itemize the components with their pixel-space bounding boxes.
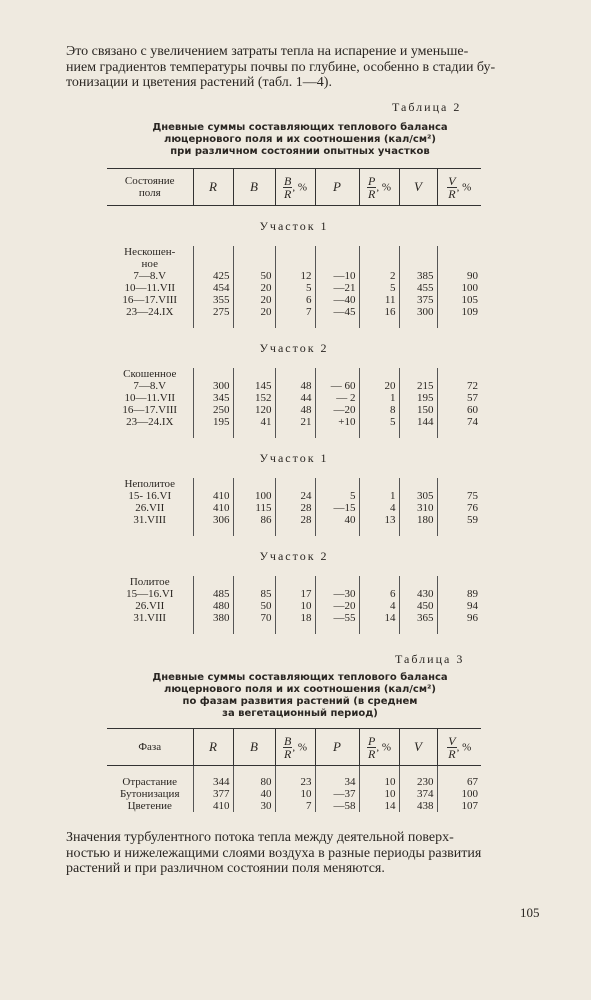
col-header-BR: $\frac{B}{R}$ , %: [275, 729, 315, 766]
table-cell: —21: [315, 282, 359, 294]
table-cell: 410: [193, 502, 233, 514]
group-label: Неполитое: [124, 478, 176, 490]
table-cell: 410: [193, 800, 233, 812]
table-cell: 90: [437, 270, 481, 282]
section-header-row: [107, 438, 481, 478]
spacer-row: [107, 526, 481, 536]
table-cell: 14: [359, 800, 399, 812]
table-cell: 94: [437, 600, 481, 612]
table-cell: 10: [275, 788, 315, 800]
table-cell: [315, 624, 359, 634]
table-cell: [359, 318, 399, 328]
table-cell: 59: [437, 514, 481, 526]
table-cell: —45: [315, 306, 359, 318]
table-cell: Цветение: [127, 800, 172, 812]
table3-header-row: [107, 729, 481, 766]
table-cell: 150: [399, 404, 437, 416]
table3-caption: Таблица 3: [395, 652, 465, 666]
table-cell: 20: [233, 294, 275, 306]
page-number: 105: [520, 905, 540, 920]
table-cell: [193, 246, 233, 258]
table-cell: [233, 318, 275, 328]
table-cell: 250: [193, 404, 233, 416]
table-cell: 31.VIII: [133, 514, 167, 526]
table-cell: [193, 766, 233, 777]
table-cell: [399, 428, 437, 438]
table-cell: [437, 428, 481, 438]
table-cell: 48: [275, 404, 315, 416]
spacer-row: [107, 766, 481, 777]
group-label: ное: [141, 258, 158, 270]
col-header-PR: $\frac{P}{R}$ , %: [359, 169, 399, 206]
title-line: Дневные суммы составляющих теплового баланса: [152, 122, 448, 133]
table-cell: 30: [233, 800, 275, 812]
table-cell: 20: [233, 306, 275, 318]
table-cell: 7: [275, 800, 315, 812]
table-cell: 275: [193, 306, 233, 318]
table-cell: [275, 246, 315, 258]
table-cell: 26.VII: [135, 600, 165, 612]
table-cell: 215: [399, 380, 437, 392]
col-header-V: V: [399, 729, 437, 766]
table-cell: 100: [437, 282, 481, 294]
table-cell: 6: [275, 294, 315, 306]
table-cell: [193, 624, 233, 634]
table-cell: [359, 246, 399, 258]
table-cell: [315, 526, 359, 536]
group-label-row: [107, 258, 481, 270]
table-cell: 377: [193, 788, 233, 800]
table-cell: 74: [437, 416, 481, 428]
table-cell: [315, 766, 359, 777]
table-cell: [233, 624, 275, 634]
table-cell: 60: [437, 404, 481, 416]
table-cell: [399, 368, 437, 380]
table-cell: [193, 526, 233, 536]
table-cell: 48: [275, 380, 315, 392]
table-cell: [399, 624, 437, 634]
table-cell: [193, 368, 233, 380]
table-cell: 28: [275, 514, 315, 526]
table-cell: 80: [233, 776, 275, 788]
col-header-V: V: [399, 169, 437, 206]
table-cell: 344: [193, 776, 233, 788]
table-cell: [193, 258, 233, 270]
table-cell: [359, 478, 399, 490]
table-cell: 6: [359, 588, 399, 600]
table-cell: 23: [275, 776, 315, 788]
table-cell: [399, 576, 437, 588]
table-cell: — 2: [315, 392, 359, 404]
table-cell: [193, 318, 233, 328]
table-cell: Бутонизация: [119, 788, 180, 800]
table-cell: [437, 246, 481, 258]
table-cell: 21: [275, 416, 315, 428]
table-cell: 120: [233, 404, 275, 416]
col-header-VR: $\frac{V}{R}$ , %: [437, 169, 481, 206]
table-cell: 1: [359, 490, 399, 502]
table-cell: [275, 318, 315, 328]
table-cell: 16—17.VIII: [122, 294, 178, 306]
table-cell: 355: [193, 294, 233, 306]
title-line: люцернового поля и их соотношения (кал/см²): [164, 134, 436, 145]
table-cell: [275, 428, 315, 438]
text-line: Значения турбулентного потока тепла между деятельной поверх-: [66, 830, 454, 845]
table-cell: 300: [399, 306, 437, 318]
table-cell: [107, 526, 193, 536]
table-row: [107, 502, 481, 514]
table-cell: — 60: [315, 380, 359, 392]
table-cell: 7—8.V: [133, 270, 167, 282]
table-cell: 100: [233, 490, 275, 502]
group-label: Скошенное: [123, 368, 177, 380]
table-cell: [107, 318, 193, 328]
table-cell: 365: [399, 612, 437, 624]
table-cell: 31.VIII: [133, 612, 167, 624]
table-cell: 480: [193, 600, 233, 612]
table-cell: [275, 624, 315, 634]
table-cell: [359, 766, 399, 777]
table-cell: —15: [315, 502, 359, 514]
table-cell: 50: [233, 600, 275, 612]
table-cell: 10: [359, 776, 399, 788]
table3-body: [107, 766, 481, 813]
table-cell: 230: [399, 776, 437, 788]
table-cell: [233, 428, 275, 438]
table-cell: [437, 478, 481, 490]
table-cell: 430: [399, 588, 437, 600]
table-cell: [315, 428, 359, 438]
table-row: [107, 490, 481, 502]
table-cell: 14: [359, 612, 399, 624]
spacer-row: [107, 624, 481, 634]
table-cell: 17: [275, 588, 315, 600]
table-cell: 26.VII: [135, 502, 165, 514]
table-cell: [437, 318, 481, 328]
text-line: Это связано с увеличением затраты тепла на испарение и уменьше-: [66, 44, 469, 59]
table-cell: 100: [437, 788, 481, 800]
col-header-R: R: [193, 169, 233, 206]
table-cell: 2: [359, 270, 399, 282]
table-cell: 7—8.V: [133, 380, 167, 392]
section-title: Участок 1: [259, 219, 329, 233]
table-cell: [233, 246, 275, 258]
table-cell: —20: [315, 600, 359, 612]
table-cell: 72: [437, 380, 481, 392]
table-cell: 374: [399, 788, 437, 800]
table-cell: [193, 478, 233, 490]
group-label-row: [107, 368, 481, 380]
table-cell: [359, 576, 399, 588]
table-cell: 310: [399, 502, 437, 514]
table-cell: 5: [359, 282, 399, 294]
table-cell: [233, 766, 275, 777]
section-title: Участок 2: [259, 549, 329, 563]
table-cell: [399, 478, 437, 490]
table2-caption: Таблица 2: [392, 100, 462, 114]
table-cell: 10: [359, 788, 399, 800]
text-line: нием градиентов температуры почвы по глубине, особенно в стадии бу-: [66, 59, 496, 75]
table3-title: [100, 672, 500, 720]
table-cell: 410: [193, 490, 233, 502]
table-cell: [437, 766, 481, 777]
table-cell: 380: [193, 612, 233, 624]
table-cell: 10—11.VII: [124, 282, 176, 294]
table-cell: [437, 526, 481, 536]
table2-title: [100, 122, 500, 158]
table-cell: 11: [359, 294, 399, 306]
title-line: Дневные суммы составляющих теплового баланса: [152, 672, 448, 683]
table-row: [107, 294, 481, 306]
table-cell: 425: [193, 270, 233, 282]
table-cell: 12: [275, 270, 315, 282]
group-label-row: [107, 478, 481, 490]
table-cell: 345: [193, 392, 233, 404]
table-cell: —37: [315, 788, 359, 800]
table-cell: 85: [233, 588, 275, 600]
table-cell: 28: [275, 502, 315, 514]
col-header-P: P: [315, 729, 359, 766]
table-cell: [399, 526, 437, 536]
table-cell: 50: [233, 270, 275, 282]
table-row: [107, 776, 481, 788]
col-header-VR: $\frac{V}{R}$ , %: [437, 729, 481, 766]
table-cell: 41: [233, 416, 275, 428]
table-cell: 105: [437, 294, 481, 306]
table-row: [107, 282, 481, 294]
table-cell: 4: [359, 600, 399, 612]
table-cell: —20: [315, 404, 359, 416]
table-cell: 20: [233, 282, 275, 294]
table-cell: 23—24.IX: [126, 306, 174, 318]
table-cell: 24: [275, 490, 315, 502]
table2-body: [107, 206, 481, 635]
col-header-BR: $\frac{B}{R}$ , %: [275, 169, 315, 206]
table-cell: 438: [399, 800, 437, 812]
table-cell: 89: [437, 588, 481, 600]
table-row: [107, 270, 481, 282]
table-row: [107, 404, 481, 416]
section-header-row: [107, 206, 481, 247]
title-line: по фазам развития растений (в среднем: [182, 696, 418, 707]
table-cell: 75: [437, 490, 481, 502]
table-cell: 34: [315, 776, 359, 788]
table-cell: 455: [399, 282, 437, 294]
table-cell: —10: [315, 270, 359, 282]
table3: [107, 728, 481, 812]
table-cell: [359, 526, 399, 536]
table-cell: 145: [233, 380, 275, 392]
table-cell: [275, 526, 315, 536]
table-cell: 1: [359, 392, 399, 404]
table-cell: [399, 246, 437, 258]
table-cell: 16: [359, 306, 399, 318]
table-cell: 10—11.VII: [124, 392, 176, 404]
table-cell: 485: [193, 588, 233, 600]
table-cell: 15- 16.VI: [128, 490, 172, 502]
table-cell: —30: [315, 588, 359, 600]
table-row: [107, 588, 481, 600]
table-cell: 385: [399, 270, 437, 282]
col-header-B: B: [233, 169, 275, 206]
table-cell: 5: [315, 490, 359, 502]
table-cell: 195: [193, 416, 233, 428]
table-cell: [275, 368, 315, 380]
spacer-row: [107, 428, 481, 438]
table-cell: [193, 428, 233, 438]
col-header-P: P: [315, 169, 359, 206]
table-row: [107, 392, 481, 404]
table-cell: 15—16.VI: [126, 588, 174, 600]
table-cell: 13: [359, 514, 399, 526]
spacer-row: [107, 318, 481, 328]
col-header-R: R: [193, 729, 233, 766]
table-cell: [275, 478, 315, 490]
table-cell: 40: [233, 788, 275, 800]
table-cell: [315, 368, 359, 380]
table-row: [107, 380, 481, 392]
section-title: Участок 1: [259, 451, 329, 465]
section-header-row: [107, 536, 481, 576]
table-row: [107, 800, 481, 812]
table-row: [107, 612, 481, 624]
table-cell: [275, 576, 315, 588]
table-cell: [315, 478, 359, 490]
table2-header-row: [107, 169, 481, 206]
col-header-state: Состояние поля: [107, 169, 193, 206]
table-cell: 7: [275, 306, 315, 318]
title-line: за вегетационный период): [222, 708, 378, 719]
intro-paragraph: [66, 44, 532, 91]
closing-paragraph: [66, 830, 532, 877]
table-cell: 57: [437, 392, 481, 404]
table-cell: 86: [233, 514, 275, 526]
table-cell: 195: [399, 392, 437, 404]
table-cell: 109: [437, 306, 481, 318]
table-cell: [233, 576, 275, 588]
table-cell: 107: [437, 800, 481, 812]
table-cell: 20: [359, 380, 399, 392]
table-cell: +10: [315, 416, 359, 428]
table-cell: 450: [399, 600, 437, 612]
table-cell: [107, 428, 193, 438]
table-cell: [359, 624, 399, 634]
table-cell: 306: [193, 514, 233, 526]
table-cell: [193, 576, 233, 588]
col-header-PR: $\frac{P}{R}$ , %: [359, 729, 399, 766]
table-cell: —58: [315, 800, 359, 812]
table-cell: [275, 766, 315, 777]
table-cell: [233, 526, 275, 536]
table-cell: 115: [233, 502, 275, 514]
table-cell: [359, 428, 399, 438]
table-row: [107, 416, 481, 428]
table-cell: [437, 368, 481, 380]
table-cell: [275, 258, 315, 270]
table-cell: 454: [193, 282, 233, 294]
table-cell: —55: [315, 612, 359, 624]
col-header-phase: Фаза: [107, 729, 193, 766]
table-cell: 305: [399, 490, 437, 502]
section-title: Участок 2: [259, 341, 329, 355]
table-cell: [107, 624, 193, 634]
table-cell: 152: [233, 392, 275, 404]
table-cell: 8: [359, 404, 399, 416]
table-cell: [399, 766, 437, 777]
table-cell: 10: [275, 600, 315, 612]
text-line: тонизации и цветения растений (табл. 1—4).: [66, 75, 332, 90]
table-cell: —40: [315, 294, 359, 306]
table2: [107, 168, 481, 634]
table-cell: [399, 318, 437, 328]
table-cell: Отрастание: [122, 776, 178, 788]
table-cell: 144: [399, 416, 437, 428]
table-cell: 18: [275, 612, 315, 624]
group-label-row: [107, 246, 481, 258]
table-cell: 300: [193, 380, 233, 392]
table-row: [107, 788, 481, 800]
table-cell: 180: [399, 514, 437, 526]
table-cell: 5: [359, 416, 399, 428]
table-cell: 4: [359, 502, 399, 514]
table-cell: [399, 258, 437, 270]
table-cell: [359, 368, 399, 380]
table-cell: 44: [275, 392, 315, 404]
table-cell: [437, 258, 481, 270]
text-line: растений и при различном состоянии поля меняются.: [66, 861, 385, 876]
group-label: Нескошен-: [124, 246, 176, 258]
title-line: люцернового поля и их соотношения (кал/см²): [164, 684, 436, 695]
title-line: при различном состоянии опытных участков: [170, 146, 430, 157]
table-cell: 5: [275, 282, 315, 294]
table-cell: 375: [399, 294, 437, 306]
group-label: Политое: [129, 576, 170, 588]
table-row: [107, 514, 481, 526]
table-cell: [233, 368, 275, 380]
table-cell: 96: [437, 612, 481, 624]
col-header-B: B: [233, 729, 275, 766]
group-label-row: [107, 576, 481, 588]
section-header-row: [107, 328, 481, 368]
table-cell: 23—24.IX: [126, 416, 174, 428]
table-cell: [315, 246, 359, 258]
table-cell: [315, 318, 359, 328]
table-cell: [233, 258, 275, 270]
table-cell: [107, 766, 193, 777]
table-row: [107, 306, 481, 318]
table-cell: 76: [437, 502, 481, 514]
table-cell: [437, 576, 481, 588]
table-cell: [359, 258, 399, 270]
table-cell: [437, 624, 481, 634]
table-cell: 16—17.VIII: [122, 404, 178, 416]
text-line: ностью и нижележащими слоями воздуха в разные периоды развития: [66, 845, 482, 861]
table-cell: [233, 478, 275, 490]
table-cell: 40: [315, 514, 359, 526]
table-cell: 70: [233, 612, 275, 624]
table-cell: [315, 576, 359, 588]
table-row: [107, 600, 481, 612]
table-cell: 67: [437, 776, 481, 788]
table-cell: [315, 258, 359, 270]
